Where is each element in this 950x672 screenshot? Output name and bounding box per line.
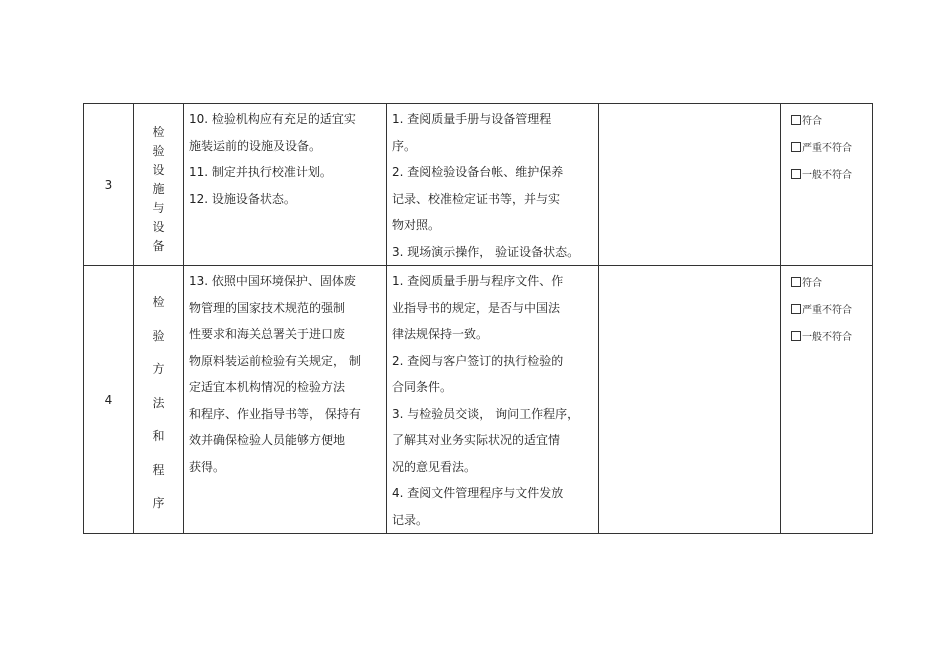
checkbox-icon[interactable] [791, 142, 801, 152]
method-line: 3. 与检验员交谈， 询问工作程序， [392, 406, 580, 421]
option-label: 严重不符合 [802, 143, 852, 154]
audit-table [83, 103, 873, 534]
checkbox-icon[interactable] [791, 169, 801, 179]
method-cell [387, 266, 599, 534]
category-char: 设 [152, 220, 165, 234]
method-line: 4. 查阅文件管理程序与文件发放 [392, 486, 564, 500]
conformity-option[interactable] [791, 162, 872, 189]
requirement-line: 定适宜本机构情况的检验方法 [189, 380, 346, 394]
conformity-cell [781, 266, 873, 534]
category-char: 方 [152, 362, 165, 376]
requirement-line: 获得。 [189, 459, 226, 474]
requirement-cell [184, 104, 387, 266]
conformity-option[interactable] [791, 297, 872, 324]
option-label: 符合 [802, 116, 822, 127]
category-char: 与 [152, 201, 165, 215]
requirement-line: 13. 依照中国环境保护、固体废 [189, 274, 356, 288]
requirement-line: 11. 制定并执行校准计划。 [189, 165, 332, 179]
method-line: 律法规保持一致。 [392, 327, 489, 341]
requirement-line: 12. 设施设备状态。 [189, 191, 296, 206]
option-label: 一般不符合 [802, 332, 852, 343]
row-number: 3 [84, 104, 134, 266]
table-row [84, 266, 873, 534]
category-char: 施 [152, 182, 165, 196]
requirement-line: 效并确保检验人员能够方便地 [189, 433, 346, 447]
method-line: 记录。 [392, 512, 429, 527]
method-line: 业指导书的规定，是否与中国法 [392, 300, 561, 315]
requirement-line: 性要求和海关总署关于进口废 [189, 327, 346, 341]
category-char: 检 [152, 125, 165, 139]
category-char: 程 [152, 462, 165, 477]
requirement-line: 10. 检验机构应有充足的适宜实 [189, 112, 356, 126]
row-number: 4 [84, 266, 134, 534]
requirement-cell [184, 266, 387, 534]
category-char: 验 [152, 144, 165, 158]
category-char: 和 [152, 429, 165, 443]
conformity-option[interactable] [791, 135, 872, 162]
category-char: 法 [152, 395, 165, 410]
checkbox-icon[interactable] [791, 331, 801, 341]
option-label: 严重不符合 [802, 305, 852, 316]
findings-cell[interactable] [599, 104, 781, 266]
table-row [84, 104, 873, 266]
method-line: 记录、校准检定证书等，并与实 [392, 191, 561, 206]
conformity-option[interactable] [791, 270, 872, 297]
category-cell [134, 104, 184, 266]
requirement-line: 施装运前的设施及设备。 [189, 138, 322, 153]
checkbox-icon[interactable] [791, 304, 801, 314]
method-line: 2. 查阅与客户签订的执行检验的 [392, 353, 564, 368]
method-line: 物对照。 [392, 218, 441, 232]
conformity-option[interactable] [791, 324, 872, 351]
method-line: 了解其对业务实际状况的适宜情 [392, 433, 561, 447]
method-line: 3. 现场演示操作， 验证设备状态。 [392, 244, 580, 259]
checkbox-icon[interactable] [791, 277, 801, 287]
findings-cell[interactable] [599, 266, 781, 534]
category-char: 序 [152, 496, 165, 510]
method-line: 2. 查阅检验设备台帐、维护保养 [392, 165, 564, 179]
category-char: 检 [152, 295, 165, 309]
method-line: 1. 查阅质量手册与设备管理程 [392, 112, 552, 126]
conformity-cell [781, 104, 873, 266]
conformity-option[interactable] [791, 108, 872, 135]
method-line: 1. 查阅质量手册与程序文件、作 [392, 274, 564, 288]
category-cell [134, 266, 184, 534]
category-char: 设 [152, 163, 165, 177]
category-char: 验 [152, 328, 165, 343]
method-line: 序。 [392, 138, 417, 153]
requirement-line: 和程序、作业指导书等， 保持有 [189, 406, 361, 421]
requirement-line: 物原料装运前检验有关规定， 制 [189, 353, 361, 368]
option-label: 符合 [802, 278, 822, 289]
requirement-line: 物管理的国家技术规范的强制 [189, 300, 346, 315]
method-line: 况的意见看法。 [392, 459, 477, 474]
checkbox-icon[interactable] [791, 115, 801, 125]
category-char: 备 [152, 239, 165, 253]
method-line: 合同条件。 [392, 380, 453, 394]
option-label: 一般不符合 [802, 170, 852, 181]
method-cell [387, 104, 599, 266]
